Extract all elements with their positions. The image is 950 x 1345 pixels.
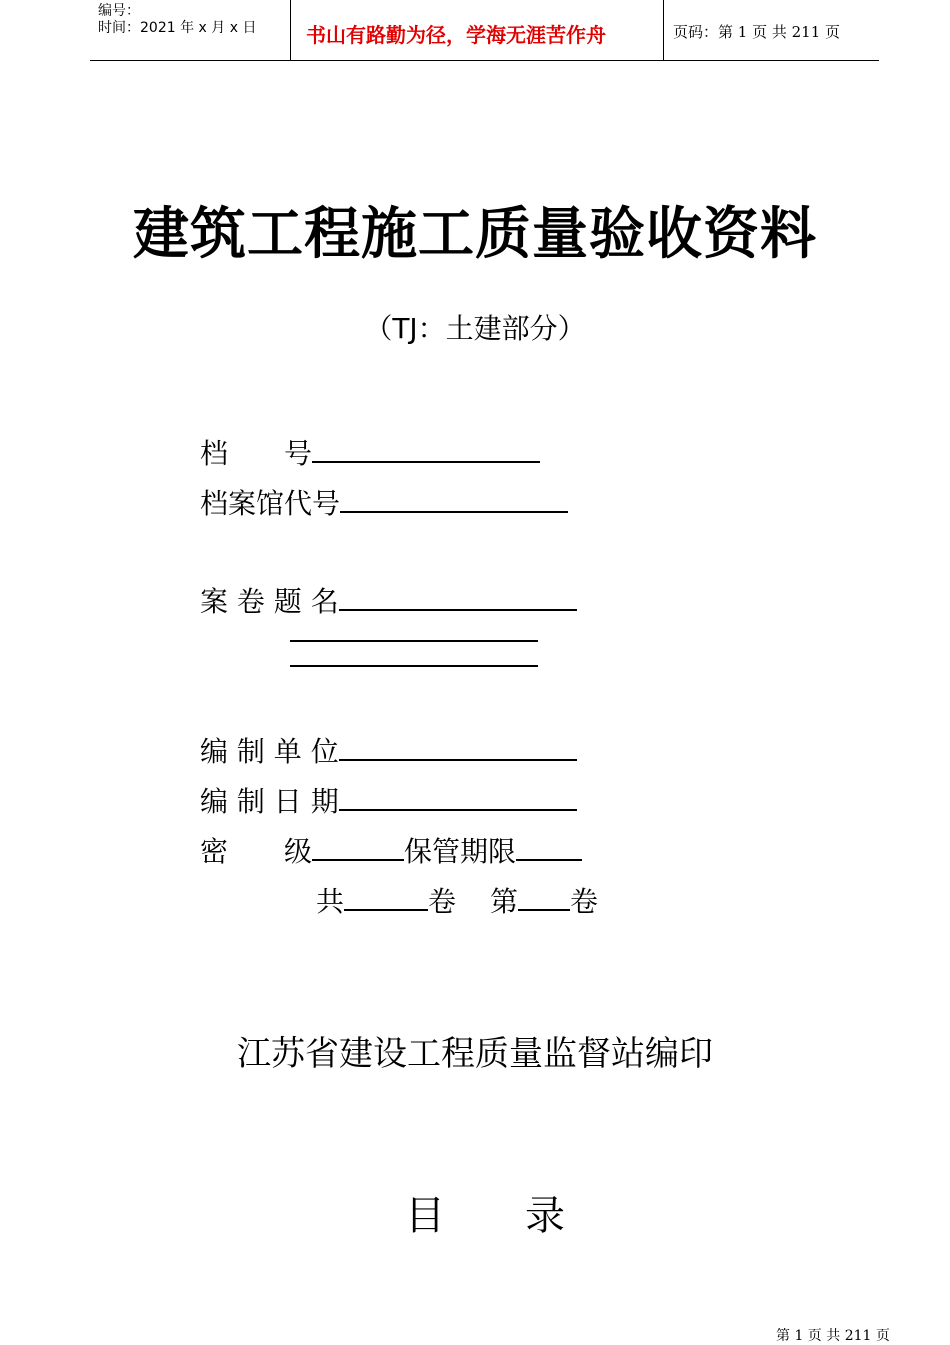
file-no-field — [200, 432, 540, 472]
number-label: 编号： — [98, 3, 140, 19]
compiler-label: 编 制 单 位 — [200, 735, 339, 768]
volume-word: 卷 — [570, 885, 599, 918]
compile-date-label: 编 制 日 期 — [200, 785, 339, 818]
header-rule — [90, 60, 879, 61]
volume-title-label: 案 卷 题 名 — [200, 585, 339, 618]
secrecy-label: 密 级 — [200, 835, 313, 868]
volume-count-field — [316, 880, 598, 920]
retention-label: 保管期限 — [404, 835, 517, 868]
compiler-field — [200, 730, 577, 770]
archive-code-blank[interactable] — [340, 485, 568, 513]
volume-title-blank-line-3[interactable] — [290, 665, 538, 667]
volume-word: 卷 — [428, 885, 457, 918]
motto-text: 书山有路勤为径，学海无涯苦作舟 — [306, 23, 606, 47]
document-title: 建筑工程施工质量验收资料 — [133, 202, 817, 267]
file-no-label: 档 号 — [200, 437, 313, 470]
volume-number-blank[interactable] — [518, 883, 570, 911]
compiler-blank[interactable] — [339, 733, 577, 761]
secrecy-blank[interactable] — [312, 833, 404, 861]
file-no-blank[interactable] — [312, 435, 540, 463]
header-divider — [663, 0, 664, 60]
toc-heading: 目 录 — [405, 1193, 565, 1239]
retention-blank[interactable] — [516, 833, 582, 861]
compile-date-field — [200, 780, 577, 820]
archive-code-field — [200, 482, 568, 522]
volume-title-field — [200, 580, 577, 620]
publisher-text: 江苏省建设工程质量监督站编印 — [237, 1034, 713, 1074]
volume-title-blank-line-2[interactable] — [290, 640, 538, 642]
volume-title-blank[interactable] — [339, 583, 577, 611]
page-header — [90, 0, 879, 61]
document-subtitle: （TJ：土建部分） — [364, 312, 586, 345]
archive-code-label: 档案馆代号 — [200, 487, 341, 520]
header-divider — [290, 0, 291, 60]
page-code: 页码：第 1 页 共 211 页 — [673, 23, 841, 41]
total-volumes-blank[interactable] — [344, 883, 428, 911]
secrecy-field — [200, 830, 582, 870]
page-footer: 第 1 页 共 211 页 — [776, 1328, 890, 1344]
total-prefix: 共 — [316, 885, 345, 918]
date-label: 时间：2021 年 x 月 x 日 — [98, 20, 257, 36]
compile-date-blank[interactable] — [339, 783, 577, 811]
no-prefix: 第 — [490, 885, 519, 918]
